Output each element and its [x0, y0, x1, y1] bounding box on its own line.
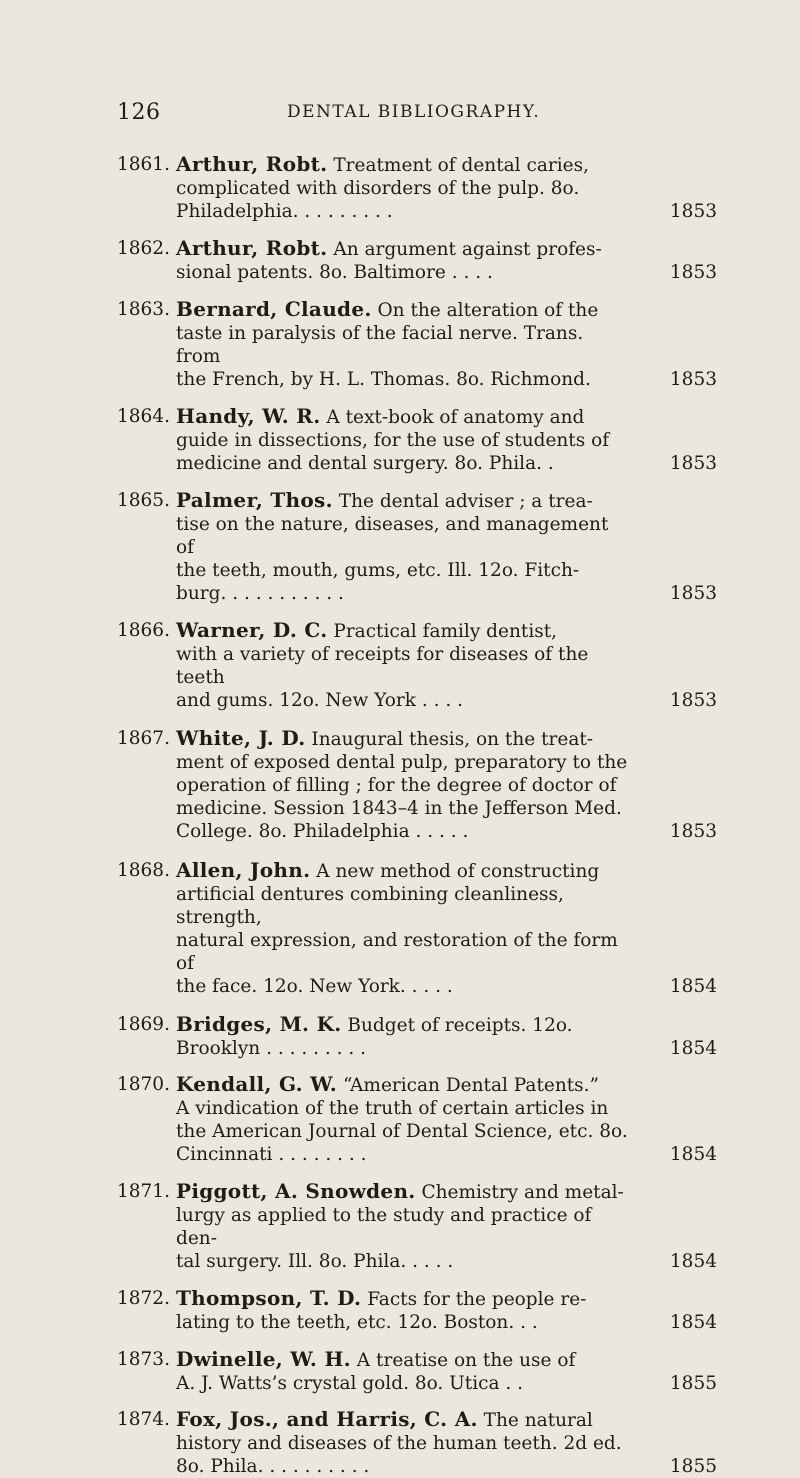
entry-line [176, 619, 629, 643]
entry-line [176, 582, 629, 605]
entry-line-text: the face. 12o. New York. . . . . [176, 976, 453, 997]
entry-year: 1853 [669, 201, 717, 222]
entry-number: 1864. [117, 406, 170, 427]
entry-line-text: An argument against profes- [333, 239, 602, 260]
entry-line-text: Philadelphia. . . . . . . . . [176, 201, 393, 222]
entry-author: Bernard, Claude. [176, 297, 372, 321]
page-number: 126 [117, 100, 161, 125]
entry-line [176, 1204, 629, 1250]
entry-author: White, J. D. [176, 726, 306, 750]
entry-number: 1868. [117, 860, 170, 881]
bibliography-entry [117, 727, 717, 843]
entry-line [176, 797, 629, 820]
entry-text [176, 1287, 629, 1334]
entry-year: 1854 [669, 1038, 717, 1059]
entry-year: 1854 [669, 1312, 717, 1333]
entry-line [176, 689, 629, 712]
bibliography-entry [117, 489, 717, 605]
entry-line-text: complicated with disorders of the pulp. 8o. [176, 178, 580, 199]
entry-line [176, 322, 629, 368]
entry-line [176, 1287, 629, 1311]
entry-author: Handy, W. R. [176, 404, 321, 428]
entry-line [176, 1311, 629, 1334]
bibliography-entry [117, 153, 717, 223]
entry-line [176, 774, 629, 797]
entry-line-text: ment of exposed dental pulp, preparatory to the [176, 752, 628, 773]
entry-text [176, 619, 629, 712]
entry-line-text: sional patents. 8o. Baltimore . . . . [176, 262, 493, 283]
entry-line-text: the French, by H. L. Thomas. 8o. Richmond. [176, 369, 591, 390]
entry-text [176, 298, 629, 391]
bibliography-entry [117, 1180, 717, 1273]
entry-text [176, 489, 629, 605]
entry-line-text: The dental adviser ; a trea- [338, 491, 593, 512]
entry-line [176, 177, 629, 200]
entry-line [176, 1097, 629, 1120]
entry-line-text: Budget of receipts. 12o. [347, 1015, 573, 1036]
entry-year: 1855 [669, 1373, 717, 1394]
entry-author: Allen, John. [176, 858, 311, 882]
entry-number: 1870. [117, 1074, 170, 1095]
entry-author: Kendall, G. W. [176, 1072, 338, 1096]
entry-year: 1853 [669, 262, 717, 283]
entry-line-text: tal surgery. Ill. 8o. Phila. . . . . [176, 1251, 454, 1272]
entry-line-text: Practical family dentist, [333, 621, 558, 642]
entry-text [176, 1180, 629, 1273]
entry-line [176, 727, 629, 751]
entry-line [176, 452, 629, 475]
entry-year: 1855 [669, 1456, 717, 1477]
bibliography-entry [117, 1408, 717, 1478]
entry-line [176, 859, 629, 883]
entry-line [176, 1143, 629, 1166]
entry-line-text: with a variety of receipts for diseases of the teeth [176, 644, 589, 688]
entry-line [176, 489, 629, 513]
entry-year: 1854 [669, 1251, 717, 1272]
entry-line-text: A. J. Watts’s crystal gold. 8o. Utica . . [176, 1373, 524, 1394]
entry-text [176, 727, 629, 843]
entry-author: Arthur, Robt. [176, 236, 328, 260]
entry-year: 1853 [669, 690, 717, 711]
entry-line [176, 1250, 629, 1273]
entry-line-text: A new method of constructing [316, 861, 600, 882]
entry-year: 1853 [669, 369, 717, 390]
entry-line-text: Treatment of dental caries, [333, 155, 589, 176]
bibliography-entry [117, 405, 717, 475]
entry-line [176, 153, 629, 177]
entry-number: 1867. [117, 728, 170, 749]
entry-author: Piggott, A. Snowden. [176, 1179, 416, 1203]
entry-line [176, 820, 629, 843]
entry-line-text: artificial dentures combining cleanliness, strength, [176, 884, 564, 928]
entry-line [176, 429, 629, 452]
entry-author: Palmer, Thos. [176, 488, 333, 512]
entry-line-text: The natural [483, 1410, 593, 1431]
entry-line-text: Inaugural thesis, on the treat- [311, 729, 594, 750]
entry-author: Bridges, M. K. [176, 1012, 342, 1036]
entry-text [176, 1348, 629, 1395]
entry-line-text: “American Dental Patents.” [342, 1075, 600, 1096]
entry-text [176, 1013, 629, 1060]
entry-line-text: A text-book of anatomy and [326, 407, 585, 428]
entry-number: 1874. [117, 1409, 170, 1430]
entry-line [176, 1348, 629, 1372]
entry-line-text: College. 8o. Philadelphia . . . . . [176, 821, 469, 842]
entry-line [176, 1180, 629, 1204]
entry-line-text: the teeth, mouth, gums, etc. Ill. 12o. Fitch- [176, 560, 580, 581]
entry-line [176, 975, 629, 998]
entry-text [176, 237, 629, 284]
entry-line [176, 1073, 629, 1097]
entry-number: 1861. [117, 154, 170, 175]
entry-line [176, 1455, 629, 1478]
entry-line-text: the American Journal of Dental Science, etc. 8o. [176, 1121, 628, 1142]
entry-line [176, 929, 629, 975]
running-title: DENTAL BIBLIOGRAPHY. [287, 102, 541, 122]
bibliography-entry [117, 237, 717, 284]
entry-line-text: Brooklyn . . . . . . . . . [176, 1038, 367, 1059]
entry-line [176, 1432, 629, 1455]
entry-author: Warner, D. C. [176, 618, 328, 642]
bibliography-entry [117, 859, 717, 998]
entry-author: Dwinelle, W. H. [176, 1347, 351, 1371]
entry-number: 1862. [117, 238, 170, 259]
bibliography-entry [117, 1348, 717, 1395]
entry-line-text: and gums. 12o. New York . . . . [176, 690, 464, 711]
entry-line [176, 1013, 629, 1037]
entry-line [176, 883, 629, 929]
entry-line [176, 261, 629, 284]
entry-line-text: medicine and dental surgery. 8o. Phila. . [176, 453, 554, 474]
entry-number: 1869. [117, 1014, 170, 1035]
entry-line-text: On the alteration of the [377, 300, 599, 321]
entry-number: 1865. [117, 490, 170, 511]
entry-year: 1854 [669, 976, 717, 997]
entry-number: 1873. [117, 1349, 170, 1370]
entry-text [176, 405, 629, 475]
entry-line-text: natural expression, and restoration of the form of [176, 930, 618, 974]
entry-line [176, 559, 629, 582]
entry-year: 1853 [669, 821, 717, 842]
entry-year: 1853 [669, 583, 717, 604]
entry-line-text: burg. . . . . . . . . . . [176, 583, 344, 604]
entry-number: 1866. [117, 620, 170, 641]
entry-year: 1854 [669, 1144, 717, 1165]
entry-line-text: A treatise on the use of [356, 1350, 576, 1371]
bibliography-entry [117, 1013, 717, 1060]
entry-line-text: lurgy as applied to the study and practice of den- [176, 1205, 592, 1249]
bibliography-entry [117, 298, 717, 391]
entry-line [176, 751, 629, 774]
entry-number: 1863. [117, 299, 170, 320]
entry-number: 1871. [117, 1181, 170, 1202]
entry-line-text: history and diseases of the human teeth. 2d ed. [176, 1433, 622, 1454]
entry-text [176, 1073, 629, 1166]
entry-line [176, 298, 629, 322]
entry-line [176, 643, 629, 689]
entry-line-text: Cincinnati . . . . . . . . [176, 1144, 367, 1165]
entry-author: Fox, Jos., and Harris, C. A. [176, 1407, 478, 1431]
entry-line-text: taste in paralysis of the facial nerve. Trans. from [176, 323, 584, 367]
bibliography-entry [117, 619, 717, 712]
entry-line [176, 1372, 629, 1395]
entry-line [176, 405, 629, 429]
entry-author: Arthur, Robt. [176, 152, 328, 176]
entry-line [176, 513, 629, 559]
entry-number: 1872. [117, 1288, 170, 1309]
entry-line [176, 200, 629, 223]
page-header [117, 100, 667, 130]
entry-text [176, 1408, 629, 1478]
entry-line-text: Facts for the people re- [367, 1289, 587, 1310]
entry-line-text: Chemistry and metal- [421, 1182, 624, 1203]
bibliography-list [117, 153, 717, 1478]
entry-line [176, 368, 629, 391]
entry-text [176, 859, 629, 998]
entry-line-text: lating to the teeth, etc. 12o. Boston. . . [176, 1312, 538, 1333]
entry-line-text: guide in dissections, for the use of students of [176, 430, 610, 451]
entry-line-text: A vindication of the truth of certain articles in [176, 1098, 609, 1119]
bibliography-entry [117, 1073, 717, 1166]
entry-author: Thompson, T. D. [176, 1286, 362, 1310]
entry-line-text: tise on the nature, diseases, and management of [176, 514, 609, 558]
entry-line-text: operation of filling ; for the degree of doctor of [176, 775, 617, 796]
entry-year: 1853 [669, 453, 717, 474]
entry-line [176, 1408, 629, 1432]
entry-line [176, 1037, 629, 1060]
entry-line [176, 237, 629, 261]
entry-text [176, 153, 629, 223]
entry-line [176, 1120, 629, 1143]
bibliography-entry [117, 1287, 717, 1334]
entry-line-text: medicine. Session 1843–4 in the Jefferson Med. [176, 798, 622, 819]
entry-line-text: 8o. Phila. . . . . . . . . . [176, 1456, 370, 1477]
